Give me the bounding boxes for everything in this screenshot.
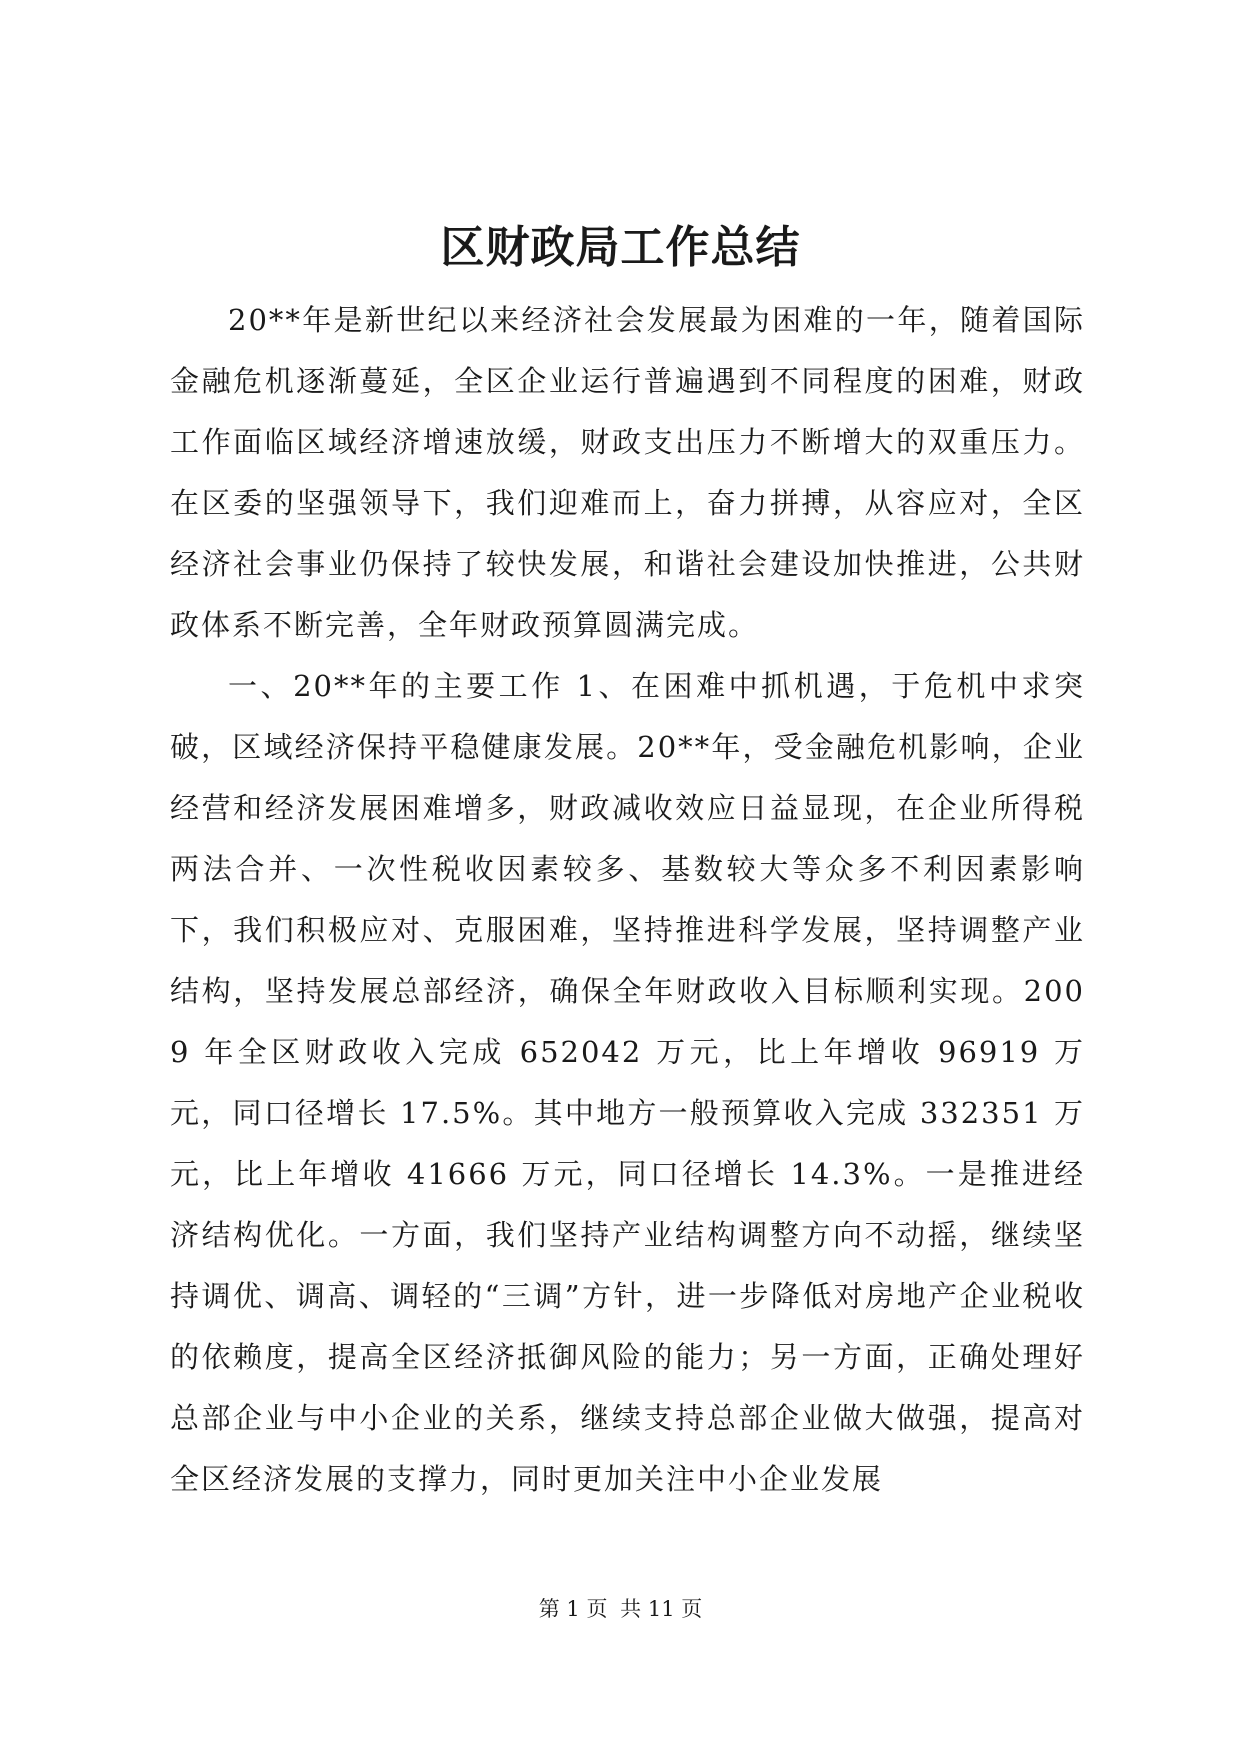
paragraph-intro: 20**年是新世纪以来经济社会发展最为困难的一年，随着国际金融危机逐渐蔓延，全区企业运行普遍遇到不同程度的困难，财政工作面临区域经济增速放缓，财政支出压力不断增大的双重压力。在区委的坚强领导下，我们迎难而上，奋力拼搏，从容应对，全区经济社会事业仍保持了较快发展，和谐社会建设加快推进，公共财政体系不断完善，全年财政预算圆满完成。: [170, 303, 1085, 642]
document-title: 区财政局工作总结: [440, 222, 801, 273]
page-number: 第 1 页: [538, 1597, 608, 1621]
document-body: [170, 290, 1085, 1510]
page-footer: [0, 1594, 1241, 1624]
paragraph-main-work: 一、20**年的主要工作 1、在困难中抓机遇，于危机中求突破，区域经济保持平稳健康发展。20**年，受金融危机影响，企业经营和经济发展困难增多，财政减收效应日益显现，在企业所得税两法合并、一次性税收因素较多、基数较大等众多不利因素影响下，我们积极应对、克服困难，坚持推进科学发展，坚持调整产业结构，坚持发展总部经济，确保全年财政收入目标顺利实现。2009 年全区财政收入完成 652042 万元，比上年增收 96919 万元，同口径增长 17.5%。其中地方一般预算收入完成 332351 万元，比上年增收 41666 万元，同口径增长 14.3%。一是推进经济结构优化。一方面，我们坚持产业结构调整方向不动摇，继续坚持调优、调高、调轻的“三调”方针，进一步降低对房地产企业税收的依赖度，提高全区经济抵御风险的能力；另一方面，正确处理好总部企业与中小企业的关系，继续支持总部企业做大做强，提高对全区经济发展的支撑力，同时更加关注中小企业发展: [170, 669, 1085, 1496]
page-total: 共 11 页: [620, 1597, 703, 1621]
